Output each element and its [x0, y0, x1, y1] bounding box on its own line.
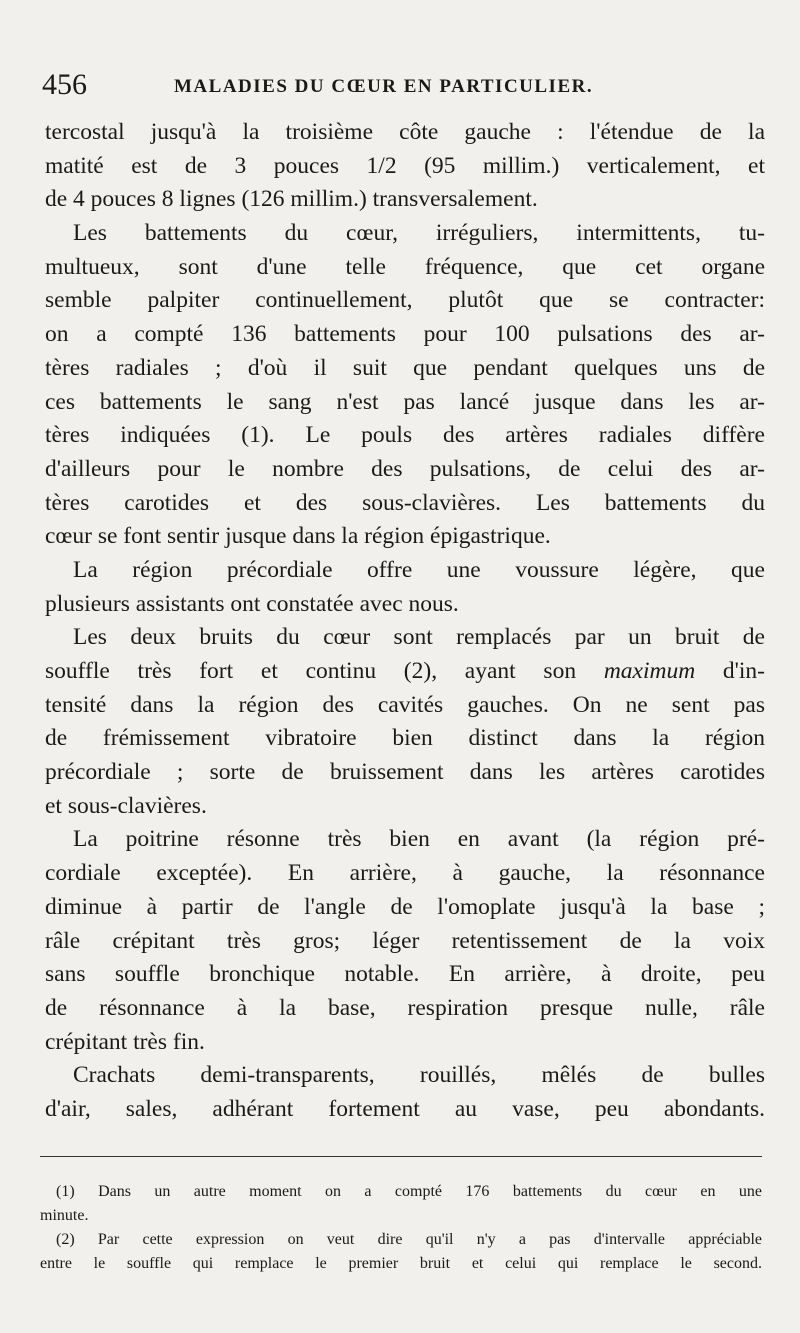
footnote-line: (2) Par cette expression on veut dire qu'il n'y a pas d'intervalle appréciable [56, 1231, 762, 1248]
footnote-line: entre le souffle qui remplace le premier bruit et celui qui remplace le second. [40, 1255, 762, 1272]
text-line: d'air, sales, adhérant fortement au vase, peu abondants. [45, 1095, 765, 1122]
footnotes [40, 1180, 762, 1276]
text-line: Crachats demi-transparents, rouillés, mêlés de bulles [73, 1062, 765, 1089]
text-line: Les battements du cœur, irréguliers, intermittents, tu- [73, 220, 765, 247]
body-text [45, 116, 765, 1127]
text-line: sans souffle bronchique notable. En arrière, à droite, peu [45, 961, 765, 988]
text-line: d'ailleurs pour le nombre des pulsations, de celui des ar- [45, 455, 765, 482]
text-line: tercostal jusqu'à la troisième côte gauche : l'étendue de la [45, 119, 765, 145]
text-line: cordiale exceptée). En arrière, à gauche, la résonnance [45, 860, 765, 887]
text-line: multueux, sont d'une telle fréquence, que cet organe [45, 253, 765, 280]
text-line: La poitrine résonne très bien en avant (la région pré- [73, 826, 765, 853]
text-segment: d'in- [722, 658, 766, 684]
footnote-divider [40, 1156, 762, 1157]
text-line: on a compté 136 battements pour 100 pulsations des ar- [45, 321, 765, 348]
text-line: diminue à partir de l'angle de l'omoplate jusqu'à la base ; [45, 893, 765, 920]
text-line: de 4 pouces 8 lignes (126 millim.) transversalement. [45, 186, 538, 213]
page-number: 456 [42, 68, 87, 101]
running-title: MALADIES DU CŒUR EN PARTICULIER. [174, 76, 594, 97]
text-line: semble palpiter continuellement, plutôt que se contracter: [45, 287, 765, 314]
text-segment: souffle très fort et continu (2), ayant son [45, 658, 577, 684]
italic-term: maximum [603, 658, 696, 684]
text-line [45, 655, 765, 689]
text-line: tères radiales ; d'où il suit que pendant quelques uns de [45, 354, 765, 381]
text-line: tères carotides et des sous-clavières. Les battements du [45, 489, 765, 516]
text-line: de frémissement vibratoire bien distinct dans la région [45, 725, 765, 752]
text-line: matité est de 3 pouces 1/2 (95 millim.) verticalement, et [45, 152, 765, 179]
footnote-line: minute. [40, 1207, 89, 1224]
text-line: Les deux bruits du cœur sont remplacés par un bruit de [73, 624, 765, 651]
text-line: tensité dans la région des cavités gauches. On ne sent pas [45, 691, 765, 718]
text-line: râle crépitant très gros; léger retentissement de la voix [45, 927, 765, 954]
text-line: La région précordiale offre une voussure légère, que [73, 556, 765, 583]
text-line: précordiale ; sorte de bruissement dans les artères carotides [45, 759, 765, 786]
text-line: cœur se font sentir jusque dans la région épigastrique. [45, 523, 551, 550]
text-line: plusieurs assistants ont constatée avec nous. [45, 590, 459, 617]
text-line: crépitant très fin. [45, 1028, 205, 1055]
page-header [42, 68, 762, 112]
text-line: tères indiquées (1). Le pouls des artères radiales diffère [45, 422, 765, 449]
text-line: de résonnance à la base, respiration presque nulle, râle [45, 994, 765, 1021]
text-line: ces battements le sang n'est pas lancé jusque dans les ar- [45, 388, 765, 415]
footnote-line: (1) Dans un autre moment on a compté 176 battements du cœur en une [56, 1183, 762, 1200]
text-line: et sous-clavières. [45, 792, 207, 819]
